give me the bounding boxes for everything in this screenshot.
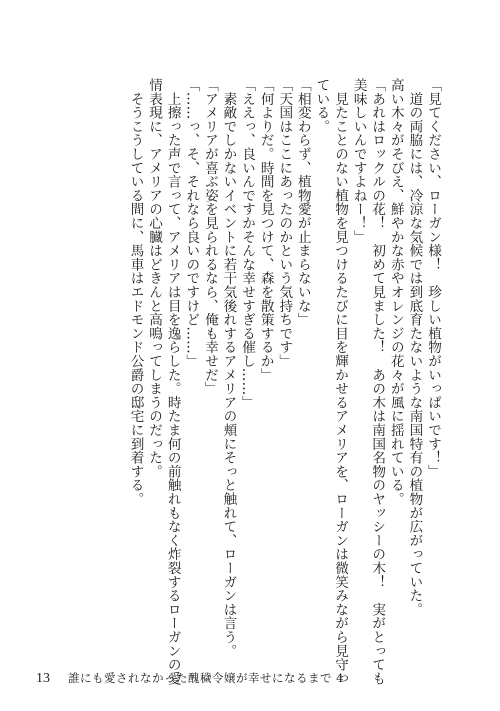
text-line: ている。 <box>313 78 330 134</box>
page-footer <box>36 670 344 687</box>
text-line: 「何よりだ。時間を見つけて、森を散策するか」 <box>257 78 274 382</box>
text-line: 「見てください、ローガン様！ 珍しい植物がいっぱいです！」 <box>425 78 441 479</box>
text-line: 「相変わらず、植物愛が止まらないな」 <box>294 78 311 327</box>
text-line: 「あれはロックルの花！ 初めて見ました！ あの木は南国名物のヤッシーの木！ 実がとっても <box>369 78 386 686</box>
text-line: 情表現に、アメリアの心臓はどきんと高鳴ってしまうのだった。 <box>146 78 163 479</box>
text-line: 素敵でしかないイベントに若干気後れするアメリアの頬にそっと触れて、ローガンは言う。 <box>220 78 237 658</box>
text-line: 見たことのない植物を見つけるたびに目を輝かせるアメリアを、ローガンは微笑みながら見守っ <box>332 78 349 686</box>
text-line: 上擦った声で言って、アメリアは目を逸らした。時たま何の前触れもなく炸裂するローガンの愛 <box>164 78 181 686</box>
text-line: 高い木々がそびえ、鮮やかな赤やオレンジの花々が風に揺れている。 <box>387 78 404 506</box>
text-line: 美味しいんですよねー！」 <box>350 78 367 244</box>
running-title: 誰にも愛されなかった醜穢令嬢が幸せになるまで 4 <box>68 671 344 685</box>
text-line: 「ええっ、良いんですかそんな幸せすぎる催し……」 <box>239 78 256 410</box>
text-line: 道の両脇には、冷涼な気候では到底育たないような南国特有の植物が広がっていた。 <box>406 78 423 617</box>
text-line: 「アメリアが喜ぶ姿を見られるなら、俺も幸せだ」 <box>201 78 218 396</box>
text-line: 「天国はここにあったのかという気持ちです」 <box>276 78 293 368</box>
page-number: 13 <box>36 671 50 686</box>
text-line: そうこうしている間に、馬車はエドモンド公爵の邸宅に到着する。 <box>127 78 144 506</box>
text-line: 「……っ、そ、それなら良いのですけど……」 <box>183 78 200 368</box>
